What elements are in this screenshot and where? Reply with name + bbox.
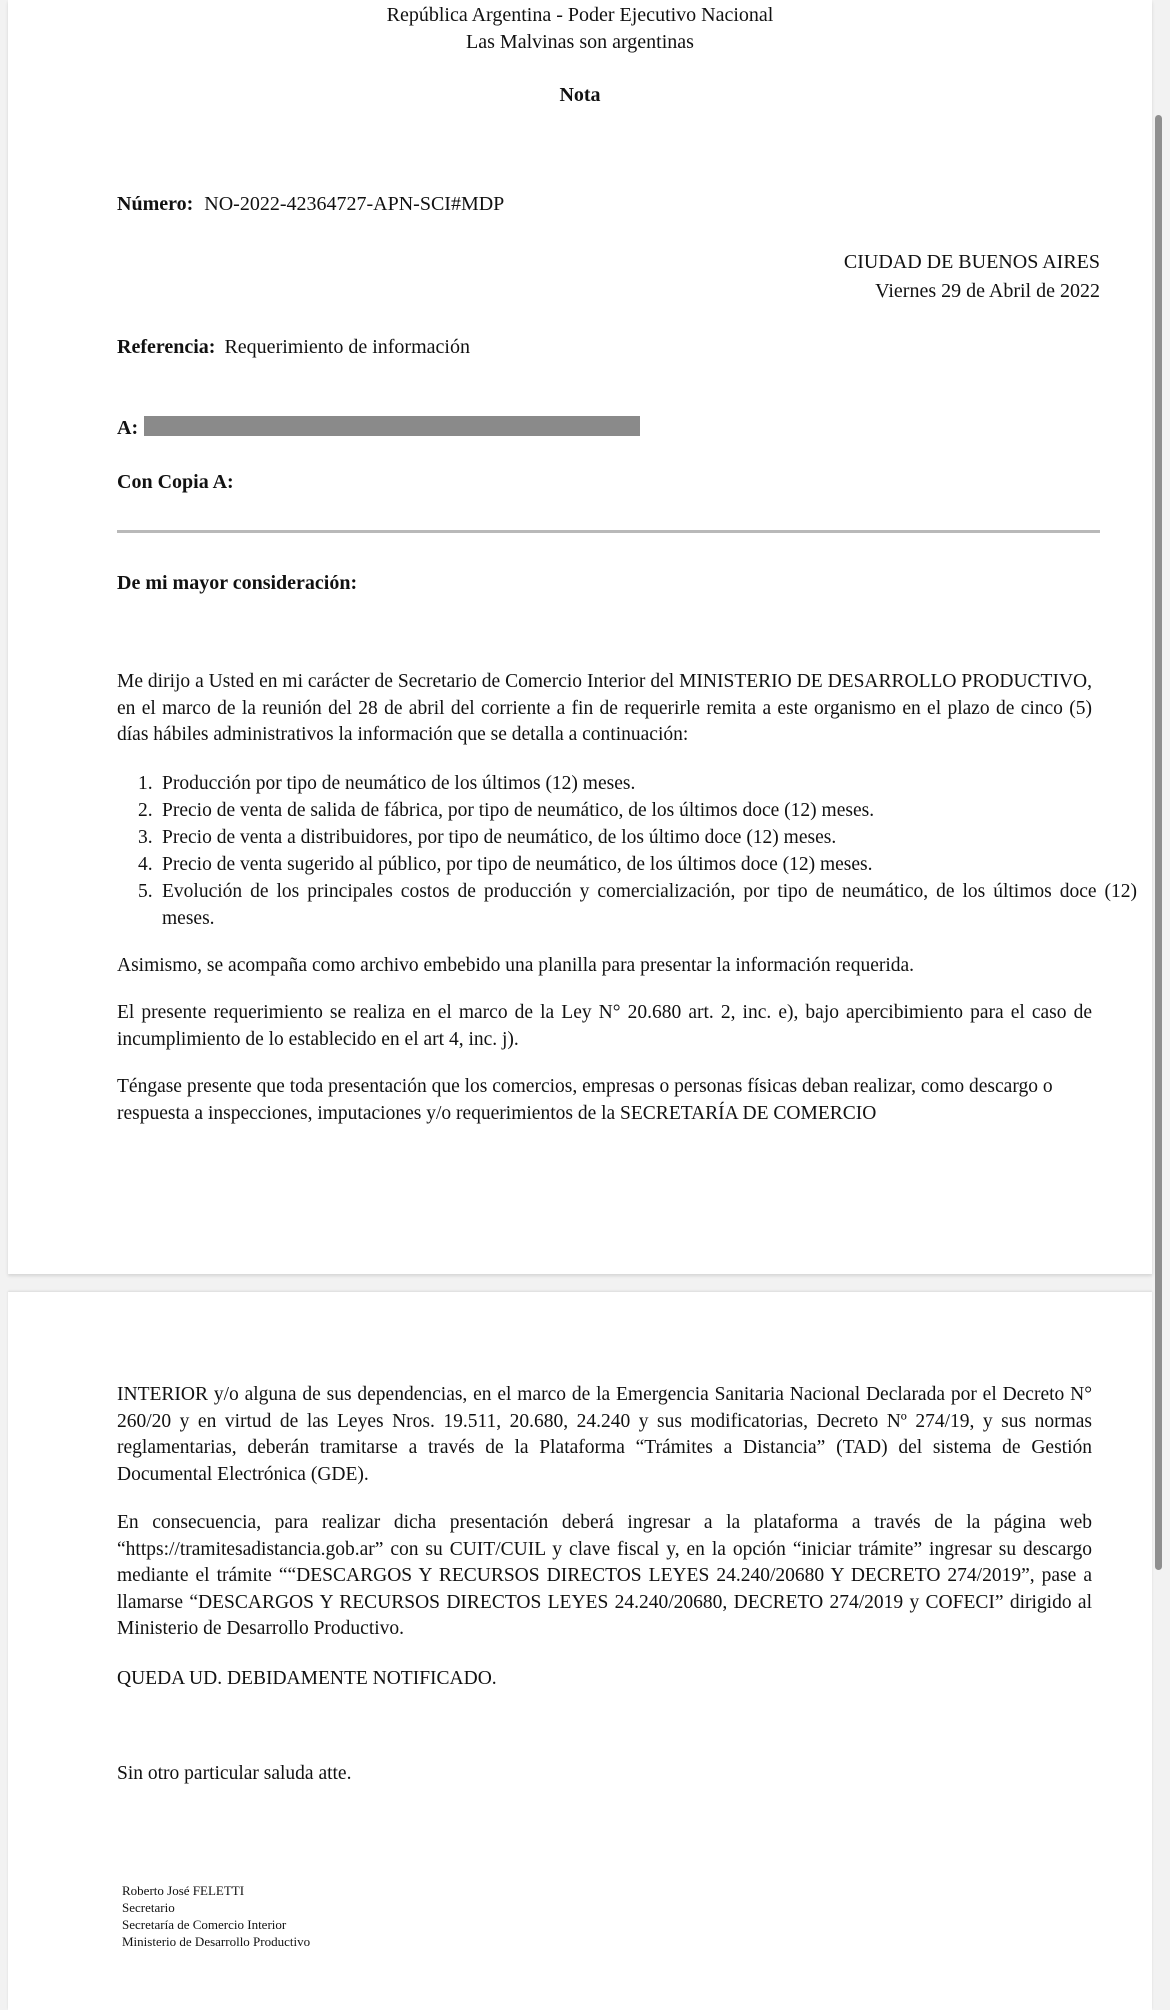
notificado-paragraph: QUEDA UD. DEBIDAMENTE NOTIFICADO.	[117, 1668, 497, 1689]
list-item-text: Precio de venta de salida de fábrica, por tipo de neumático, de los últimos doce (12) meses.	[162, 800, 875, 821]
doc-type-title: Nota	[559, 84, 601, 106]
interior-paragraph: INTERIOR y/o alguna de sus dependencias, en el marco de la Emergencia Sanitaria Nacional Declarada por el Decreto N° 260/20 y en virtud de las Leyes Nros. 19.511, 20.680, 24.240 y sus modificatorias, Decreto Nº 274/19, y sus normas reglamentarias, deberán tramitarse a través de la Plataforma “Trámites a Distancia” (TAD) del sistema de Gestión Documental Electrónica (GDE).	[117, 1384, 1092, 1485]
header-republic: República Argentina - Poder Ejecutivo Nacional	[386, 4, 774, 26]
list-item-number: 2.	[138, 800, 153, 821]
ley-paragraph: El presente requerimiento se realiza en el marco de la Ley N° 20.680 art. 2, inc. e), bajo apercibimiento para el caso de incumplimiento de lo establecido en el art 4, inc. j).	[117, 1002, 1092, 1050]
list-item-text: Precio de venta a distribuidores, por tipo de neumático, de los último doce (12) meses.	[162, 827, 837, 848]
list-item-text: Precio de venta sugerido al público, por tipo de neumático, de los últimos doce (12) meses.	[162, 854, 873, 875]
list-item-number: 1.	[138, 773, 153, 794]
referencia-label: Referencia:	[117, 336, 216, 358]
list-item	[138, 824, 1137, 851]
consecuencia-paragraph: En consecuencia, para realizar dicha presentación deberá ingresar a la plataforma a través de la página web “https://tramitesadistancia.gob.ar” con su CUIT/CUIL y clave fiscal y, en la opción “iniciar trámite” ingresar su descargo mediante el trámite ““DESCARGOS Y RECURSOS DIRECTOS LEYES 24.240/20680 Y DECRETO 274/2019”, pase a llamarse “DESCARGOS Y RECURSOS DIRECTOS LEYES 24.240/20680, DECRETO 274/2019 y COFECI” dirigido al Ministerio de Desarrollo Productivo.	[117, 1512, 1092, 1640]
requirements-list	[117, 770, 1137, 932]
referencia-line	[117, 334, 470, 360]
con-copia-label: Con Copia A:	[117, 471, 234, 493]
referencia-value: Requerimiento de información	[224, 336, 470, 358]
intro-paragraph: Me dirijo a Usted en mi carácter de Secretario de Comercio Interior del MINISTERIO DE DESARROLLO PRODUCTIVO, en el marco de la reunión del 28 de abril del corriente a fin de requerirle remita a este organismo en el plazo de cinco (5) días hábiles administrativos la información que se detalla a continuación:	[117, 671, 1092, 746]
list-item	[138, 851, 1137, 878]
list-item-number: 4.	[138, 854, 153, 875]
city-line: CIUDAD DE BUENOS AIRES	[843, 251, 1100, 273]
asimismo-paragraph: Asimismo, se acompaña como archivo embebido una planilla para presentar la información requerida.	[117, 955, 915, 976]
list-item-text: Evolución de los principales costos de producción y comercialización, por tipo de neumático, de los últimos doce (12) meses.	[162, 881, 1137, 929]
tengase-paragraph: Téngase presente que toda presentación que los comercios, empresas o personas físicas deban realizar, como descargo o respuesta a inspecciones, imputaciones y/o requerimientos de la SECRETARÍA DE COMERCIO	[117, 1076, 1053, 1124]
destinatario-line	[117, 415, 640, 441]
list-item	[138, 878, 1137, 932]
list-item-number: 5.	[138, 881, 153, 902]
signature-ministry: Ministerio de Desarrollo Productivo	[122, 1934, 311, 1949]
destinatario-label: A:	[117, 417, 139, 439]
numero-value: NO-2022-42364727-APN-SCI#MDP	[204, 193, 505, 215]
numero-label: Número:	[117, 193, 194, 215]
salutation: De mi mayor consideración:	[117, 572, 358, 594]
header-malvinas: Las Malvinas son argentinas	[466, 31, 694, 53]
numero-line	[117, 191, 504, 217]
signature-role: Secretario	[122, 1900, 175, 1915]
list-item	[138, 770, 1137, 797]
signature-office: Secretaría de Comercio Interior	[122, 1917, 287, 1932]
separator-rule	[117, 530, 1100, 533]
scrollbar-thumb[interactable]	[1155, 115, 1162, 1570]
list-item-number: 3.	[138, 827, 153, 848]
signature-name: Roberto José FELETTI	[122, 1883, 245, 1898]
document-page-2	[8, 1292, 1152, 2010]
redacted-recipient-bar	[144, 416, 640, 436]
list-item-text: Producción por tipo de neumático de los últimos (12) meses.	[162, 773, 636, 794]
closing-paragraph: Sin otro particular saluda atte.	[117, 1763, 352, 1784]
list-item	[138, 797, 1137, 824]
date-line: Viernes 29 de Abril de 2022	[875, 280, 1100, 302]
document-page-1	[8, 0, 1152, 1274]
